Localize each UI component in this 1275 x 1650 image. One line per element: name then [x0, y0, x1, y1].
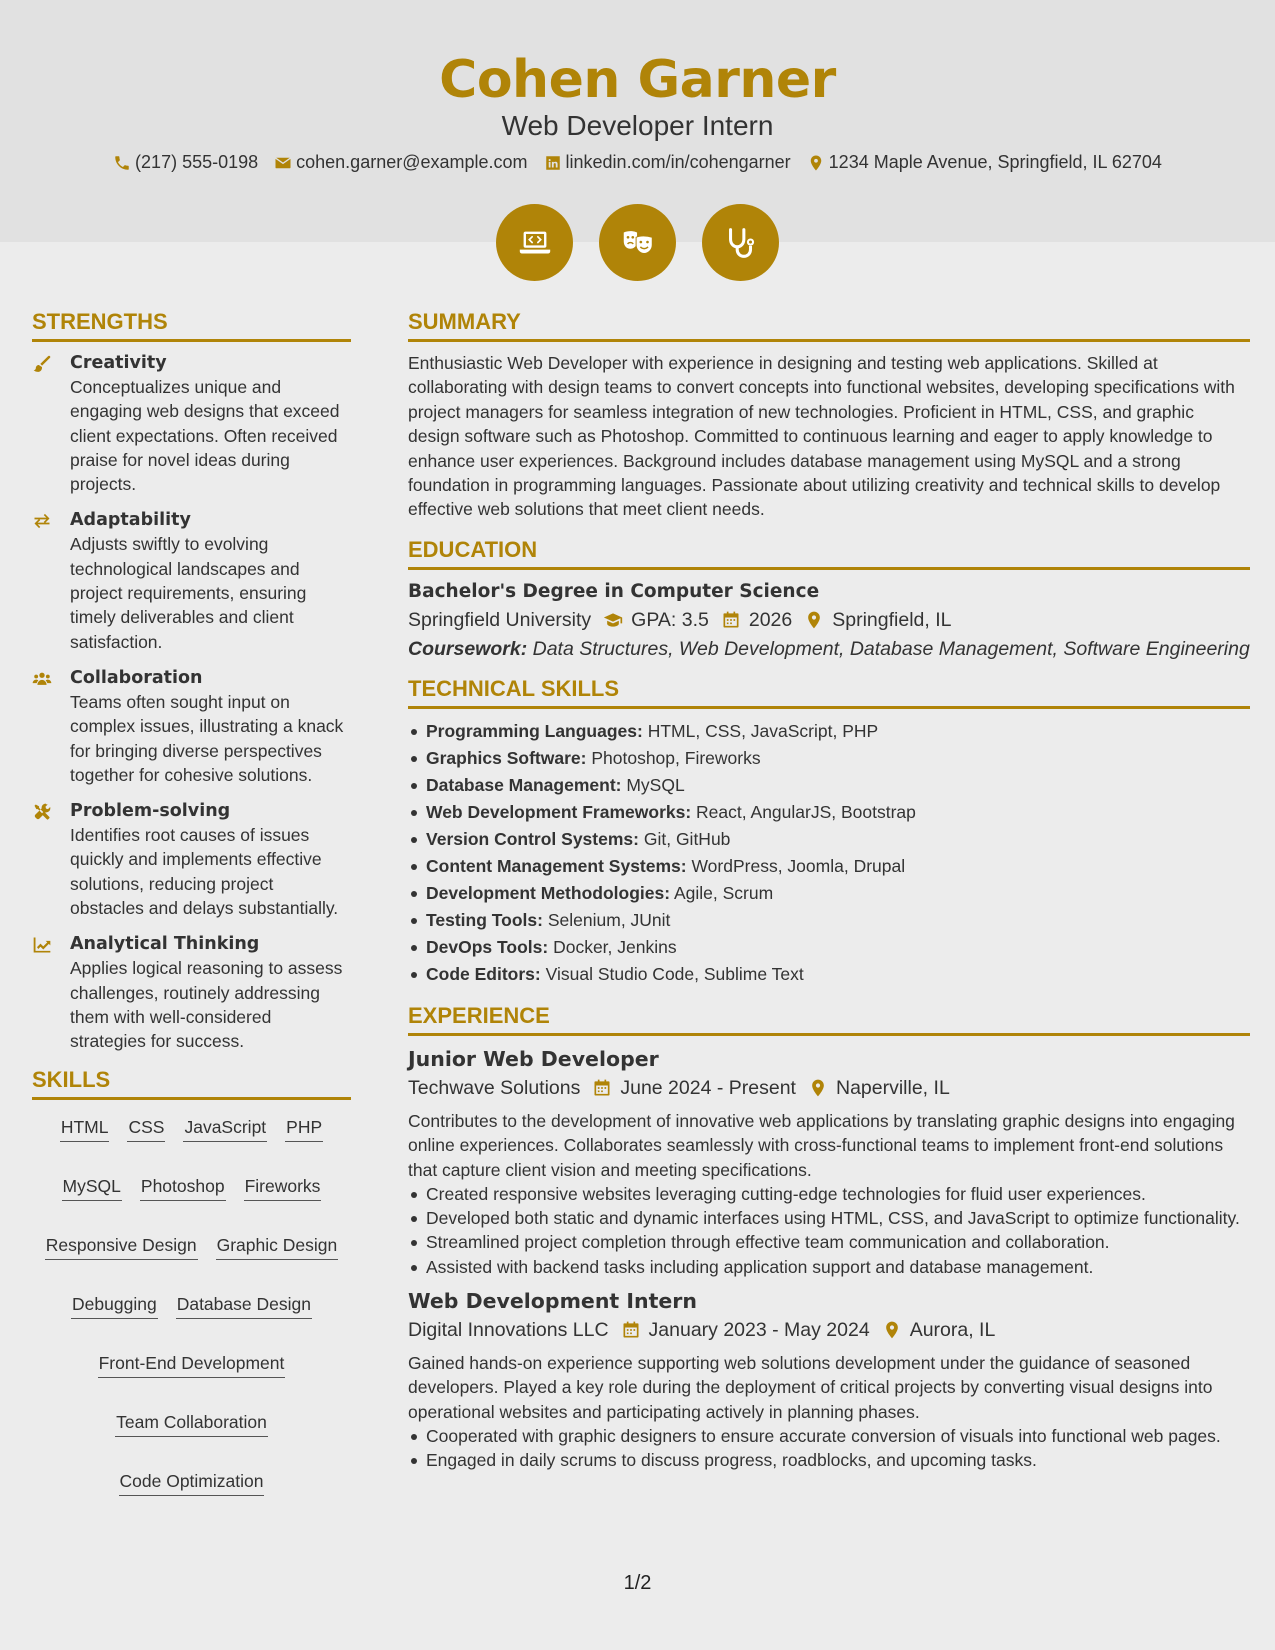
- map-marker-icon: [882, 1320, 902, 1340]
- job-entry: [408, 1045, 1250, 1279]
- tech-label: Content Management Systems:: [426, 855, 687, 876]
- technical-skills-heading: TECHNICAL SKILLS: [408, 675, 1250, 709]
- tech-value: HTML, CSS, JavaScript, PHP: [647, 720, 879, 741]
- list-item: Assisted with backend tasks including application support and database management.: [408, 1255, 1250, 1279]
- tech-value: WordPress, Joomla, Drupal: [691, 855, 906, 876]
- technical-skills-list: [408, 718, 1250, 988]
- skills-heading: SKILLS: [32, 1066, 351, 1100]
- email-text: cohen.garner@example.com: [296, 152, 528, 172]
- job-meta: [408, 1073, 1250, 1103]
- right-column: [408, 308, 1250, 1473]
- list-item: [408, 853, 1250, 880]
- job-bullets: [408, 1182, 1250, 1279]
- strength-title: Collaboration: [70, 667, 203, 688]
- phone-icon: [113, 154, 131, 172]
- job-description: Contributes to the development of innovative web applications by translating graphic designs into engaging online experiences. Collaborates seamlessly with cross-functional teams to implement front-end solutions that capture client vision and meeting specifications.: [408, 1110, 1235, 1180]
- list-item: [408, 718, 1250, 745]
- summary-text: Enthusiastic Web Developer with experience in designing and testing web applications. Skilled at collaborating with design teams to convert concepts into functional websites, developing specifications with project managers for seamless integration of new technologies. Proficient in HTML, CSS, and graphic design software such as Photoshop. Committed to continuous learning and eager to apply knowledge to enhance user experiences. Background includes database management using MySQL and a strong foundation in programming languages. Passionate about utilizing creativity and technical skills to develop effective web solutions that meet client needs.: [408, 353, 1235, 520]
- tech-label: Code Editors:: [426, 963, 541, 984]
- list-item: [408, 961, 1250, 988]
- stethoscope-icon: [722, 224, 760, 262]
- list-item: Developed both static and dynamic interfaces using HTML, CSS, and JavaScript to optimize functionality.: [408, 1206, 1250, 1230]
- tech-label: Version Control Systems:: [426, 828, 639, 849]
- tech-value: Selenium, JUnit: [547, 909, 671, 930]
- tech-value: Visual Studio Code, Sublime Text: [545, 963, 804, 984]
- candidate-name: Cohen Garner: [439, 50, 836, 110]
- skill-tag: Fireworks: [244, 1174, 322, 1201]
- skill-tag: JavaScript: [183, 1115, 267, 1142]
- skill-tag: PHP: [285, 1115, 323, 1142]
- users-icon: [32, 669, 52, 689]
- job-dates: June 2024 - Present: [620, 1076, 796, 1099]
- map-marker-icon: [808, 1078, 828, 1098]
- tech-value: Photoshop, Fireworks: [591, 747, 761, 768]
- job-location: Naperville, IL: [835, 1076, 950, 1099]
- linkedin-text: linkedin.com/in/cohengarner: [565, 152, 791, 172]
- list-item: Cooperated with graphic designers to ensure accurate conversion of visuals into functional web pages.: [408, 1424, 1250, 1448]
- gpa-text: GPA: 3.5: [631, 608, 709, 631]
- calendar-icon: [592, 1078, 612, 1098]
- address-text: 1234 Maple Avenue, Springfield, IL 62704: [828, 152, 1162, 172]
- job-location: Aurora, IL: [909, 1318, 996, 1341]
- summary-heading: SUMMARY: [408, 308, 1250, 342]
- graduation-year: 2026: [748, 608, 793, 631]
- strength-desc: Teams often sought input on complex issues, illustrating a knack for bringing diverse perspectives together for cohesive solutions.: [70, 691, 344, 785]
- strength-desc: Identifies root causes of issues quickly and implements effective solutions, reducing project obstacles and delays substantially.: [70, 825, 339, 919]
- strength-item: [32, 351, 351, 496]
- strength-item: [32, 799, 351, 920]
- envelope-icon: [274, 154, 292, 172]
- strength-title: Adaptability: [70, 510, 191, 531]
- hobby-medical: [702, 204, 779, 281]
- list-item: Engaged in daily scrums to discuss progress, roadblocks, and upcoming tasks.: [408, 1448, 1250, 1472]
- hobby-theater: [599, 204, 676, 281]
- skill-tag: Front-End Development: [98, 1351, 286, 1378]
- strength-item: [32, 666, 351, 787]
- skill-tag: Database Design: [176, 1292, 312, 1319]
- list-item: [408, 907, 1250, 934]
- map-marker-icon: [807, 154, 825, 172]
- skill-tag: MySQL: [62, 1174, 122, 1201]
- left-column: [32, 308, 351, 1496]
- school-name: Springfield University: [408, 608, 592, 631]
- tech-value: Docker, Jenkins: [553, 936, 677, 957]
- job-meta: [408, 1315, 1250, 1345]
- hobby-icons: [0, 204, 1275, 281]
- list-item: Created responsive websites leveraging cutting-edge technologies for fluid user experiences.: [408, 1182, 1250, 1206]
- exchange-arrows-icon: [32, 511, 52, 531]
- strength-desc: Conceptualizes unique and engaging web designs that exceed client expectations. Often received praise for novel ideas during projects.: [70, 377, 340, 495]
- company-name: Techwave Solutions: [408, 1076, 581, 1099]
- list-item: Streamlined project completion through effective team communication and collaboration.: [408, 1230, 1250, 1254]
- skill-tag: Responsive Design: [45, 1233, 198, 1260]
- school-location: Springfield, IL: [832, 608, 952, 631]
- contact-bar: [0, 152, 1275, 173]
- list-item: [408, 745, 1250, 772]
- company-name: Digital Innovations LLC: [408, 1318, 609, 1341]
- tech-value: MySQL: [626, 774, 685, 795]
- laptop-code-icon: [516, 224, 554, 262]
- list-item: [408, 880, 1250, 907]
- skill-tag: Debugging: [71, 1292, 158, 1319]
- strength-title: Problem-solving: [70, 801, 231, 822]
- list-item: [408, 934, 1250, 961]
- job-entry: [408, 1287, 1250, 1473]
- chart-line-icon: [32, 935, 52, 955]
- education-heading: EDUCATION: [408, 536, 1250, 570]
- tech-label: Web Development Frameworks:: [426, 801, 692, 822]
- tools-icon: [32, 802, 52, 822]
- theater-masks-icon: [619, 224, 657, 262]
- strength-desc: Adjusts swiftly to evolving technological landscapes and project requirements, ensuring timely deliverables and client satisfaction.: [70, 534, 307, 652]
- list-item: [408, 799, 1250, 826]
- contact-phone: [113, 152, 258, 173]
- strength-title: Creativity: [70, 353, 167, 373]
- linkedin-icon: [544, 154, 562, 172]
- strength-item: [32, 932, 351, 1053]
- tech-label: Graphics Software:: [426, 747, 587, 768]
- calendar-icon: [721, 610, 741, 630]
- tech-value: React, AngularJS, Bootstrap: [696, 801, 916, 822]
- job-bullets: [408, 1424, 1250, 1472]
- skill-tag: Photoshop: [140, 1174, 226, 1201]
- job-description: Gained hands-on experience supporting web solutions development under the guidance of seasoned developers. Played a key role during the deployment of critical projects by converting visual designs into operational websites and participating actively in planning phases.: [408, 1352, 1213, 1422]
- candidate-role: Web Developer Intern: [501, 110, 774, 141]
- resume-header: [0, 0, 1275, 242]
- tech-value: Agile, Scrum: [673, 882, 774, 903]
- strength-title: Analytical Thinking: [70, 934, 260, 955]
- coursework-list: Data Structures, Web Development, Database Management, Software Engineering: [532, 637, 1250, 660]
- calendar-icon: [621, 1320, 641, 1340]
- hobby-laptop: [496, 204, 573, 281]
- tech-value: Git, GitHub: [643, 828, 731, 849]
- job-dates: January 2023 - May 2024: [648, 1318, 870, 1341]
- tech-label: Database Management:: [426, 774, 622, 795]
- list-item: [408, 826, 1250, 853]
- contact-linkedin[interactable]: [544, 152, 791, 173]
- skill-tag: HTML: [60, 1115, 110, 1142]
- skill-tag: Team Collaboration: [115, 1410, 268, 1437]
- degree-title: Bachelor's Degree in Computer Science: [408, 580, 820, 602]
- contact-address: [807, 152, 1162, 173]
- phone-text: (217) 555-0198: [135, 152, 259, 172]
- contact-email[interactable]: [274, 152, 527, 173]
- skill-tag: Code Optimization: [119, 1469, 265, 1496]
- coursework-label: Coursework:: [408, 637, 528, 660]
- tech-label: Programming Languages:: [426, 720, 643, 741]
- skill-tag: CSS: [127, 1115, 165, 1142]
- strength-item: [32, 508, 351, 653]
- map-marker-icon: [804, 610, 824, 630]
- skill-tag: Graphic Design: [216, 1233, 339, 1260]
- list-item: [408, 772, 1250, 799]
- tech-label: Development Methodologies:: [426, 882, 671, 903]
- page-number: 1/2: [623, 1572, 652, 1594]
- tech-label: DevOps Tools:: [426, 936, 549, 957]
- experience-heading: EXPERIENCE: [408, 1002, 1250, 1036]
- tech-label: Testing Tools:: [426, 909, 543, 930]
- job-title: Junior Web Developer: [408, 1046, 659, 1071]
- job-title: Web Development Intern: [408, 1288, 697, 1313]
- coursework: [408, 637, 1250, 661]
- graduation-cap-icon: [603, 610, 623, 630]
- education-meta: [408, 605, 1250, 635]
- paint-brush-icon: [32, 354, 52, 374]
- strength-desc: Applies logical reasoning to assess challenges, routinely addressing them with well-considered strategies for success.: [70, 958, 343, 1052]
- skills-tags: [32, 1109, 351, 1496]
- strengths-heading: STRENGTHS: [32, 308, 351, 342]
